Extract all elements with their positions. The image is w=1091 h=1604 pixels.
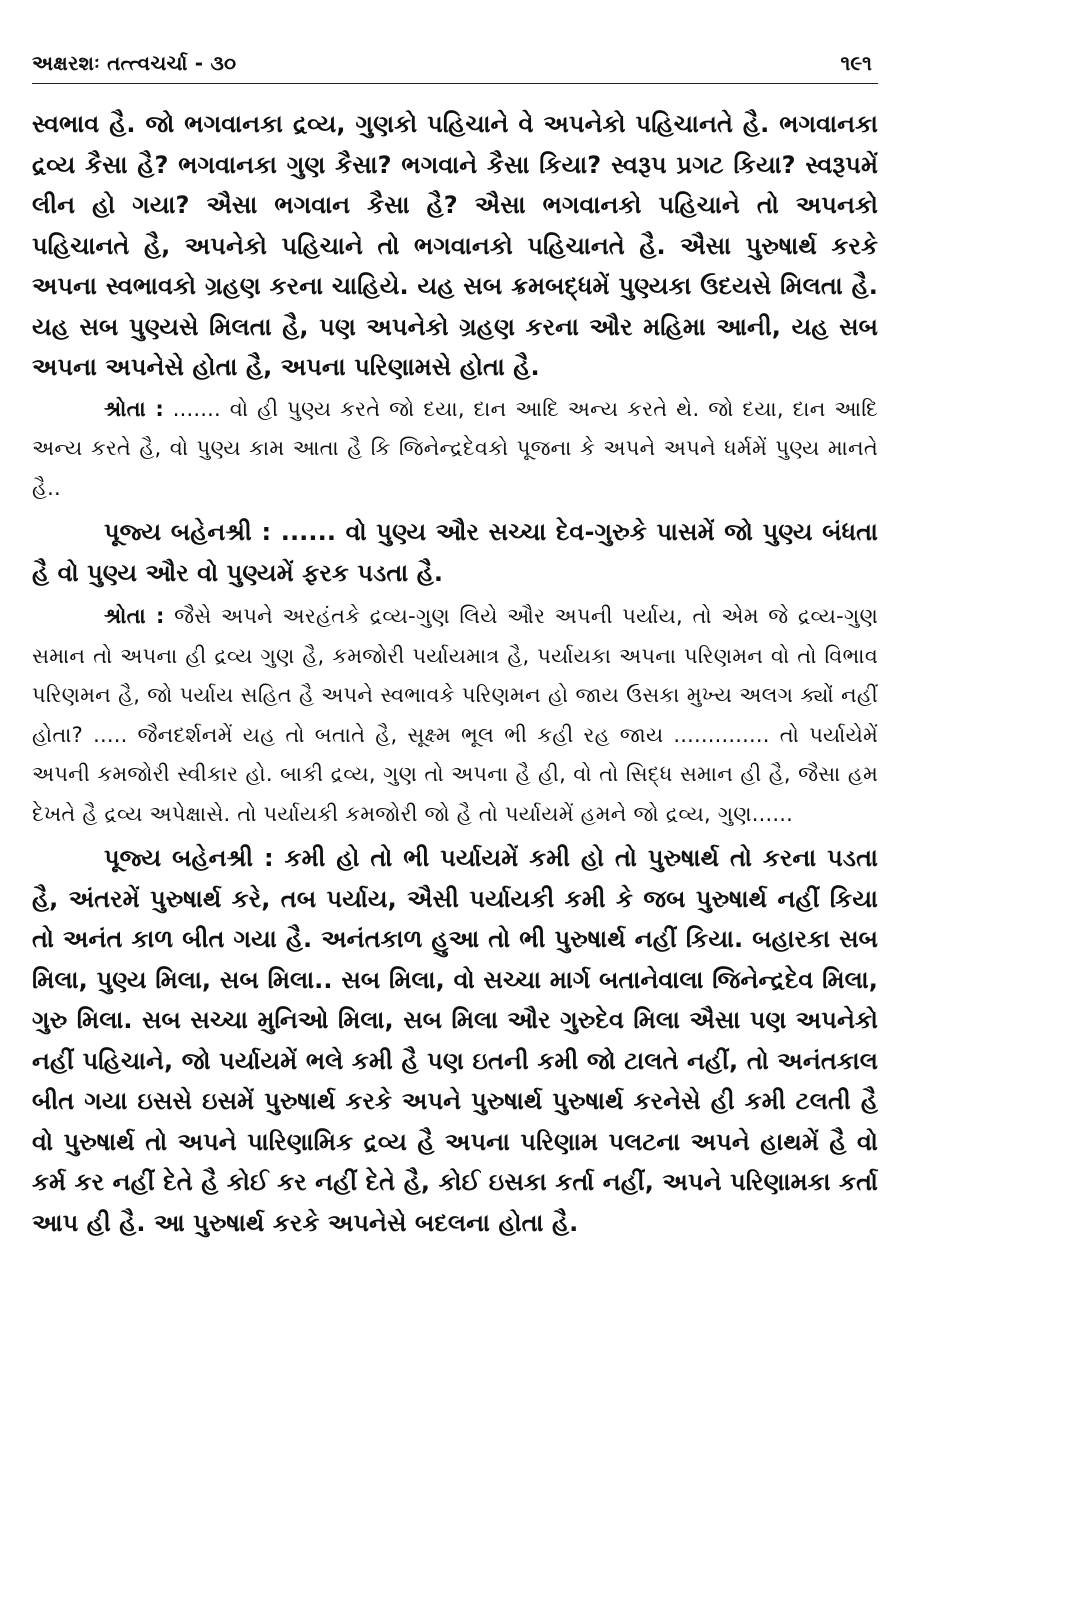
paragraph-bahenshri — [32, 512, 878, 593]
speaker-label: પૂજ્ય બહેનશ્રી : — [104, 844, 274, 872]
paragraph-bahenshri — [32, 838, 878, 1243]
paragraph-listener — [32, 390, 878, 509]
paragraph-listener — [32, 597, 878, 834]
speaker-label: પૂજ્ય બહેનશ્રી : — [104, 518, 272, 546]
paragraph-text: સ્વભાવ હૈ. જો ભગવાનકા દ્રવ્ય, ગુણકો પહિચાને વે અપનેકો પહિચાનતે હૈ. ભગવાનકા દ્રવ્ય કૈસા હૈ? ભગવાનકા ગુણ કૈસા? ભગવાને કૈસા કિયા? સ્વરૂપ પ્રગટ કિયા? સ્વરૂપમેં લીન હો ગયા? ઐસા ભગવાન કૈસા હૈ? ઐસા ભગવાનકો પહિચાને તો અપનકો પહિચાનતે હૈ, અપનેકો પહિચાને તો ભગવાનકો પહિચાનતે હૈ. ઐસા પુરુષાર્થ કરકે અપના સ્વભાવકો ગ્રહણ કરના ચાહિયે. યહ સબ ક્રમબદ્ધમેં પુણ્યકા ઉદયસે મિલતા હૈ. યહ સબ પુણ્યસે મિલતા હૈ, પણ અપનેકો ગ્રહણ કરના ઔર મહિમા આની, યહ સબ અપના અપનેસે હોતા હૈ, અપના પરિણામસે હોતા હૈ. — [32, 110, 878, 381]
running-header — [32, 42, 878, 84]
paragraph-text: ...... વો પુણ્ય ઔર સચ્ચા દેવ-ગુરુકે પાસમેં જો પુણ્ય બંધતા હૈ વો પુણ્ય ઔર વો પુણ્યમેં ફરક પડતા હૈ. — [32, 518, 878, 587]
paragraph-text: ....... વો હી પુણ્ય કરતે જો દયા, દાન આદિ અન્ય કરતે થે. જો દયા, દાન આદિ અન્ય કરતે હૈ, વો પુણ્ય કામ આતા હૈ કિ જિનેન્દ્રદેવકો પૂજના કે અપને અપને ધર્મમેં પુણ્ય માનતે હૈ.. — [32, 396, 878, 500]
paragraph-continuation — [32, 104, 878, 388]
paragraph-text: જૈસે અપને અરહંતકે દ્રવ્ય-ગુણ લિયે ઔર અપની પર્યાય, તો એમ જે દ્રવ્ય-ગુણ સમાન તો અપના હી દ્રવ્ય ગુણ હૈ, કમજોરી પર્યાયમાત્ર હૈ, પર્યાયકા અપના પરિણમન વો તો વિભાવ પરિણમન હૈ, જો પર્યાય સહિત હૈ અપને સ્વભાવકે પરિણમન હો જાય ઉસકા મુખ્ય અલગ ક્યોં નહીં હોતા? ..... જૈનદર્શનમેં યહ તો બતાતે હૈ, સૂક્ષ્મ ભૂલ ભી કહી રહ જાય .............. તો પર્યાયેમેં અપની કમજોરી સ્વીકાર હો. બાકી દ્રવ્ય, ગુણ તો અપના હૈ હી, વો તો સિદ્ધ સમાન હી હૈ, જૈસા હમ દેખતે હૈ દ્રવ્ય અપેક્ષાસે. તો પર્યાયકી કમજોરી જો હૈ તો પર્યાયમેં હમને જો દ્રવ્ય, ગુણ...... — [32, 604, 878, 826]
speaker-label: શ્રોતા : — [104, 396, 164, 421]
page-body — [32, 104, 878, 1243]
page-number: ૧૯૧ — [840, 51, 872, 75]
running-title: અક્ષરશઃ તત્ત્વચર્ચા - ૩૦ — [32, 51, 237, 75]
speaker-label: શ્રોતા : — [104, 604, 165, 628]
paragraph-text: કમી હો તો ભી પર્યાયમેં કમી હો તો પુરુષાર્થ તો કરના પડતા હૈ, અંતરમેં પુરુષાર્થ કરે, તબ પર્યાય, ઐસી પર્યાયકી કમી કે જબ પુરુષાર્થ નહીં કિયા તો અનંત કાળ બીત ગયા હૈ. અનંતકાળ હુઆ તો ભી પુરુષાર્થ નહીં કિયા. બહારકા સબ મિલા, પુણ્ય મિલા, સબ મિલા.. સબ મિલા, વો સચ્ચા માર્ગ બતાનેવાલા જિનેન્દ્રદેવ મિલા, ગુરુ મિલા. સબ સચ્ચા મુનિઓ મિલા, સબ મિલા ઔર ગુરુદેવ મિલા ઐસા પણ અપનેકો નહીં પહિચાને, જો પર્યાયમેં ભલે કમી હૈ પણ ઇતની કમી જો ટાલતે નહીં, તો અનંતકાલ બીત ગયા ઇસસે ઇસમેં પુરુષાર્થ કરકે અપને પુરુષાર્થ પુરુષાર્થ કરનેસે હી કમી ટલતી હૈ વો પુરુષાર્થ તો અપને પારિણામિક દ્રવ્ય હૈ અપના પરિણામ પલટના અપને હાથમેં હૈ વો કર્મ કર નહીં દેતે હૈ કોઈ કર નહીં દેતે હૈ, કોઈ ઇસકા કર્તા નહીં, અપને પરિણામકા કર્તા આપ હી હૈ. આ પુરુષાર્થ કરકે અપનેસે બદલના હોતા હૈ. — [32, 844, 878, 1237]
